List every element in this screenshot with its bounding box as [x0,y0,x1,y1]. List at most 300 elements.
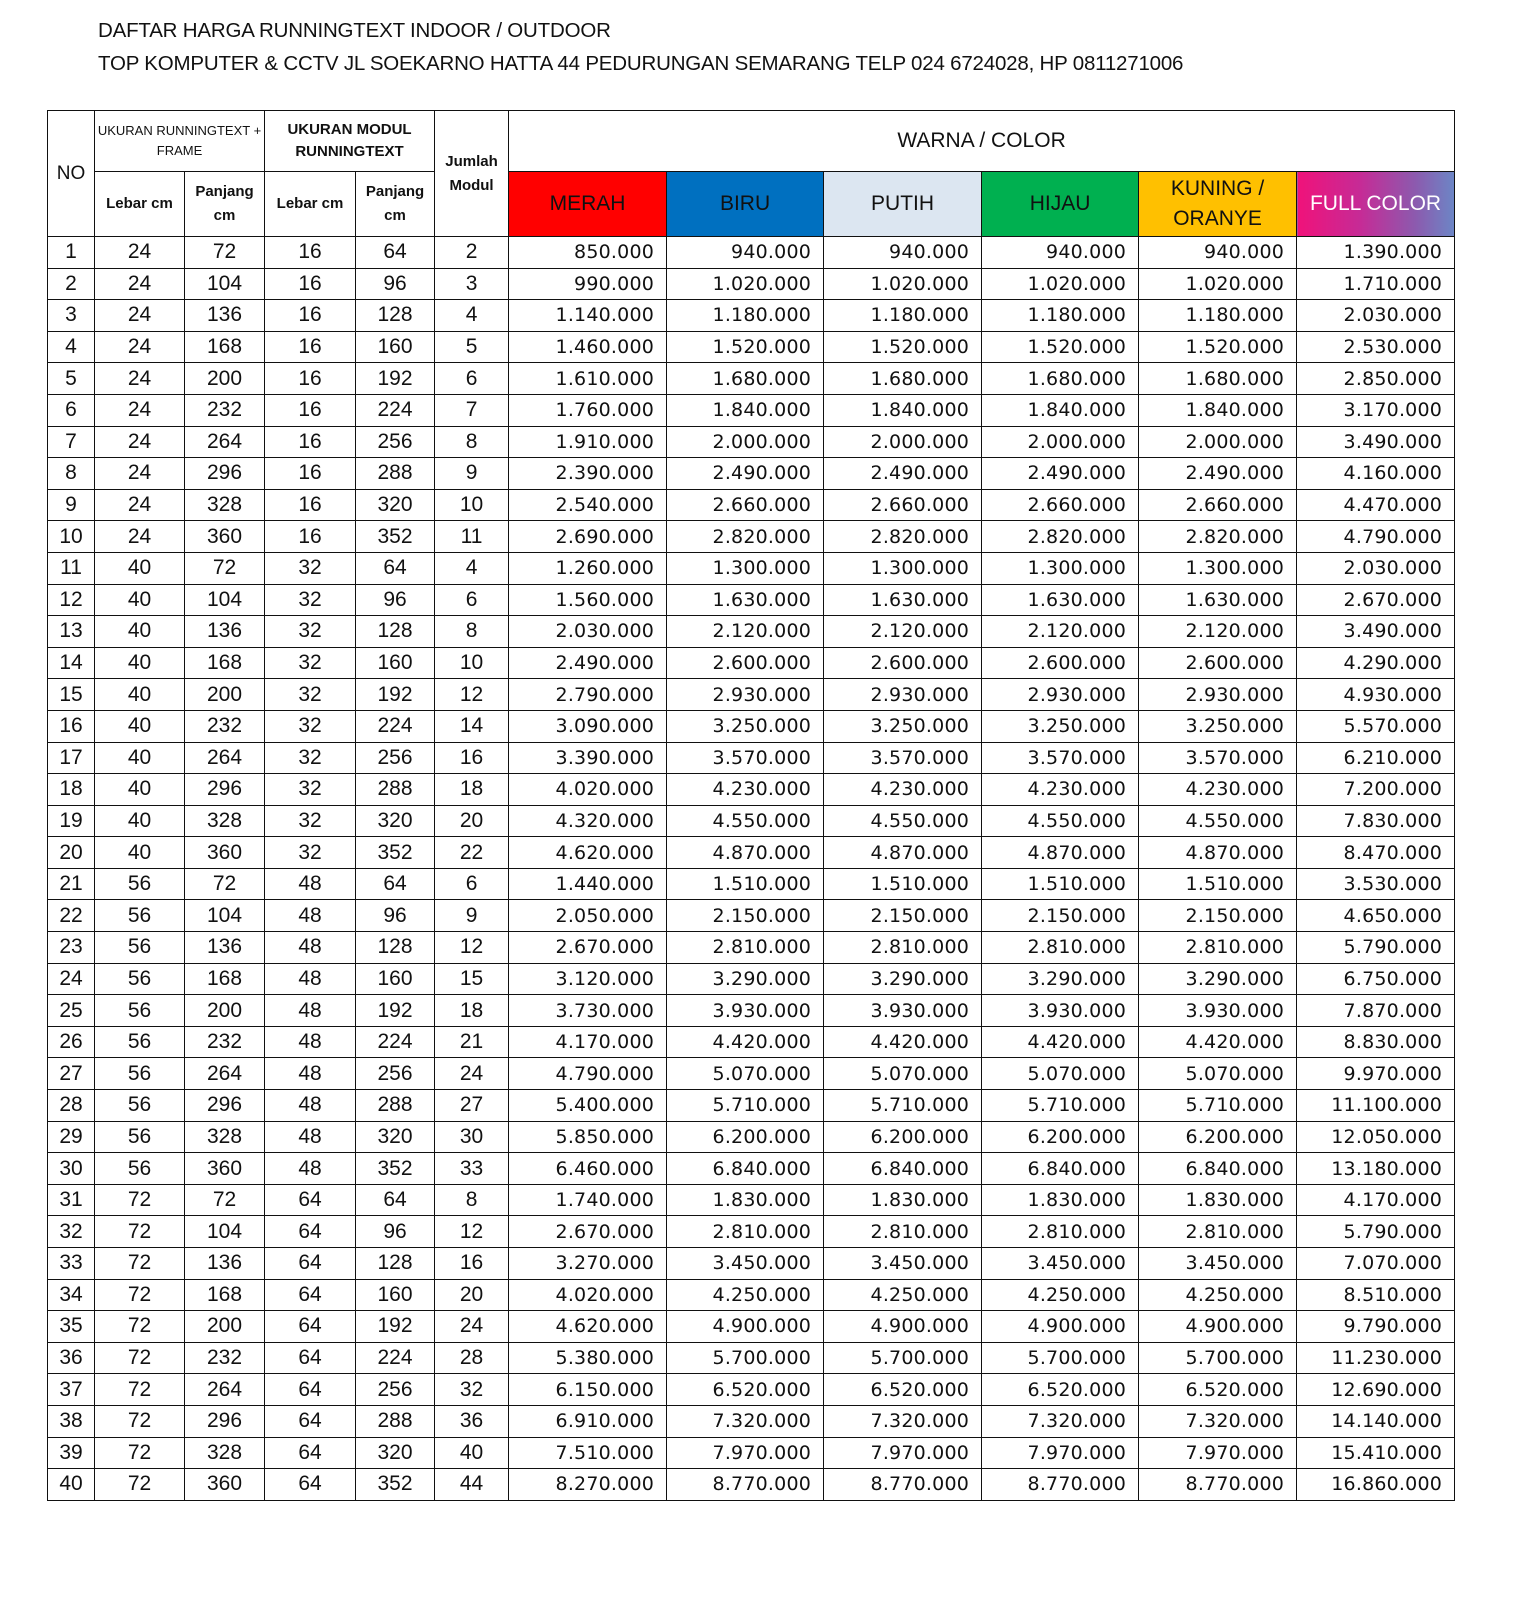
cell-price-full-color: 13.180.000 [1297,1153,1455,1185]
cell-frame-lebar: 40 [95,805,185,837]
cell-modul-panjang: 160 [356,963,435,995]
cell-price-merah: 1.610.000 [509,363,667,395]
header-color-biru: BIRU [667,172,824,237]
cell-price-full-color: 1.710.000 [1297,268,1455,300]
cell-frame-panjang: 136 [185,300,265,332]
cell-frame-lebar: 56 [95,1121,185,1153]
cell-price-biru: 1.300.000 [667,552,824,584]
cell-frame-panjang: 200 [185,1311,265,1343]
cell-no: 15 [48,679,95,711]
cell-price-merah: 3.090.000 [509,710,667,742]
cell-price-putih: 3.930.000 [824,995,982,1027]
table-row [48,742,1455,774]
cell-no: 20 [48,837,95,869]
cell-price-biru: 1.630.000 [667,584,824,616]
cell-frame-panjang: 296 [185,1405,265,1437]
cell-frame-panjang: 104 [185,900,265,932]
cell-price-full-color: 5.790.000 [1297,932,1455,964]
cell-price-full-color: 11.100.000 [1297,1090,1455,1122]
cell-frame-lebar: 56 [95,1153,185,1185]
cell-price-putih: 2.000.000 [824,426,982,458]
cell-frame-panjang: 72 [185,1184,265,1216]
cell-jumlah-modul: 9 [435,458,509,490]
cell-price-biru: 2.600.000 [667,647,824,679]
table-row [48,900,1455,932]
cell-price-full-color: 14.140.000 [1297,1405,1455,1437]
cell-jumlah-modul: 8 [435,616,509,648]
cell-modul-lebar: 48 [265,995,356,1027]
header-no: NO [48,111,95,237]
cell-price-biru: 6.520.000 [667,1374,824,1406]
cell-price-biru: 3.570.000 [667,742,824,774]
header-modul-lebar: Lebar cm [265,172,356,237]
table-row [48,1184,1455,1216]
table-row [48,995,1455,1027]
cell-modul-lebar: 48 [265,1026,356,1058]
table-row [48,1153,1455,1185]
cell-price-biru: 7.970.000 [667,1437,824,1469]
cell-frame-panjang: 264 [185,742,265,774]
cell-price-hijau: 3.250.000 [982,710,1139,742]
cell-price-kuning-oranye: 1.020.000 [1139,268,1297,300]
cell-frame-panjang: 72 [185,237,265,269]
cell-modul-panjang: 224 [356,710,435,742]
cell-price-kuning-oranye: 2.820.000 [1139,521,1297,553]
table-row [48,805,1455,837]
cell-frame-panjang: 168 [185,331,265,363]
cell-frame-panjang: 296 [185,1090,265,1122]
cell-frame-panjang: 104 [185,584,265,616]
cell-modul-panjang: 192 [356,679,435,711]
cell-no: 36 [48,1342,95,1374]
cell-frame-panjang: 264 [185,1374,265,1406]
table-row [48,363,1455,395]
cell-price-hijau: 2.120.000 [982,616,1139,648]
cell-frame-lebar: 40 [95,837,185,869]
cell-price-hijau: 1.300.000 [982,552,1139,584]
cell-price-kuning-oranye: 6.520.000 [1139,1374,1297,1406]
cell-price-biru: 2.490.000 [667,458,824,490]
cell-price-putih: 3.290.000 [824,963,982,995]
table-row [48,331,1455,363]
cell-modul-panjang: 352 [356,1469,435,1501]
cell-frame-lebar: 40 [95,647,185,679]
cell-frame-panjang: 328 [185,1121,265,1153]
cell-price-full-color: 8.510.000 [1297,1279,1455,1311]
cell-price-hijau: 1.520.000 [982,331,1139,363]
cell-frame-panjang: 136 [185,616,265,648]
header-frame-lebar: Lebar cm [95,172,185,237]
cell-price-merah: 4.620.000 [509,837,667,869]
cell-price-full-color: 4.470.000 [1297,489,1455,521]
cell-price-kuning-oranye: 2.810.000 [1139,1216,1297,1248]
cell-no: 13 [48,616,95,648]
cell-price-putih: 4.420.000 [824,1026,982,1058]
cell-price-full-color: 6.750.000 [1297,963,1455,995]
cell-price-full-color: 6.210.000 [1297,742,1455,774]
cell-jumlah-modul: 12 [435,1216,509,1248]
cell-price-biru: 5.710.000 [667,1090,824,1122]
cell-modul-lebar: 32 [265,679,356,711]
header-color-merah: MERAH [509,172,667,237]
cell-modul-lebar: 64 [265,1216,356,1248]
cell-modul-panjang: 352 [356,837,435,869]
cell-price-kuning-oranye: 940.000 [1139,237,1297,269]
cell-price-biru: 2.000.000 [667,426,824,458]
cell-modul-panjang: 64 [356,1184,435,1216]
cell-price-putih: 1.510.000 [824,868,982,900]
cell-no: 23 [48,932,95,964]
cell-price-hijau: 1.180.000 [982,300,1139,332]
cell-price-biru: 2.810.000 [667,932,824,964]
cell-price-putih: 2.660.000 [824,489,982,521]
cell-price-kuning-oranye: 5.070.000 [1139,1058,1297,1090]
header-modul-size: UKURAN MODUL RUNNINGTEXT [265,111,435,172]
cell-jumlah-modul: 7 [435,394,509,426]
cell-price-full-color: 4.290.000 [1297,647,1455,679]
cell-no: 31 [48,1184,95,1216]
cell-no: 12 [48,584,95,616]
cell-frame-panjang: 104 [185,1216,265,1248]
cell-price-putih: 2.820.000 [824,521,982,553]
cell-price-full-color: 12.690.000 [1297,1374,1455,1406]
cell-jumlah-modul: 30 [435,1121,509,1153]
cell-price-merah: 2.050.000 [509,900,667,932]
cell-modul-panjang: 96 [356,1216,435,1248]
cell-no: 10 [48,521,95,553]
cell-price-kuning-oranye: 2.660.000 [1139,489,1297,521]
cell-modul-lebar: 64 [265,1342,356,1374]
cell-modul-lebar: 16 [265,394,356,426]
cell-no: 26 [48,1026,95,1058]
cell-frame-panjang: 360 [185,1469,265,1501]
cell-frame-panjang: 264 [185,426,265,458]
cell-price-hijau: 2.600.000 [982,647,1139,679]
cell-price-kuning-oranye: 3.250.000 [1139,710,1297,742]
cell-jumlah-modul: 11 [435,521,509,553]
cell-modul-lebar: 48 [265,1121,356,1153]
cell-modul-panjang: 320 [356,1121,435,1153]
cell-price-hijau: 1.510.000 [982,868,1139,900]
cell-frame-panjang: 168 [185,963,265,995]
cell-no: 39 [48,1437,95,1469]
table-row [48,1311,1455,1343]
cell-price-full-color: 3.530.000 [1297,868,1455,900]
header-jumlah-modul: Jumlah Modul [435,111,509,237]
cell-modul-panjang: 224 [356,394,435,426]
cell-price-putih: 4.900.000 [824,1311,982,1343]
cell-frame-lebar: 24 [95,237,185,269]
cell-frame-lebar: 24 [95,426,185,458]
cell-frame-panjang: 360 [185,521,265,553]
cell-frame-lebar: 56 [95,900,185,932]
cell-frame-lebar: 56 [95,868,185,900]
cell-price-kuning-oranye: 7.320.000 [1139,1405,1297,1437]
table-row [48,1342,1455,1374]
cell-price-kuning-oranye: 2.930.000 [1139,679,1297,711]
cell-frame-panjang: 328 [185,805,265,837]
cell-price-merah: 7.510.000 [509,1437,667,1469]
cell-modul-lebar: 16 [265,458,356,490]
header-color-hijau: HIJAU [982,172,1139,237]
cell-modul-panjang: 64 [356,237,435,269]
cell-price-hijau: 940.000 [982,237,1139,269]
cell-jumlah-modul: 8 [435,1184,509,1216]
cell-jumlah-modul: 4 [435,300,509,332]
cell-price-putih: 1.300.000 [824,552,982,584]
cell-price-biru: 1.830.000 [667,1184,824,1216]
cell-modul-panjang: 224 [356,1342,435,1374]
cell-price-merah: 2.670.000 [509,932,667,964]
cell-price-biru: 2.150.000 [667,900,824,932]
cell-modul-panjang: 256 [356,426,435,458]
cell-frame-panjang: 200 [185,363,265,395]
cell-jumlah-modul: 40 [435,1437,509,1469]
cell-jumlah-modul: 32 [435,1374,509,1406]
cell-price-kuning-oranye: 3.570.000 [1139,742,1297,774]
cell-price-merah: 5.400.000 [509,1090,667,1122]
cell-price-kuning-oranye: 5.710.000 [1139,1090,1297,1122]
cell-price-kuning-oranye: 4.250.000 [1139,1279,1297,1311]
cell-modul-lebar: 64 [265,1437,356,1469]
cell-price-kuning-oranye: 4.870.000 [1139,837,1297,869]
cell-price-kuning-oranye: 4.900.000 [1139,1311,1297,1343]
cell-price-putih: 6.840.000 [824,1153,982,1185]
cell-no: 9 [48,489,95,521]
cell-modul-panjang: 224 [356,1026,435,1058]
cell-price-merah: 850.000 [509,237,667,269]
cell-price-hijau: 5.070.000 [982,1058,1139,1090]
cell-jumlah-modul: 20 [435,805,509,837]
cell-price-full-color: 8.830.000 [1297,1026,1455,1058]
cell-jumlah-modul: 6 [435,363,509,395]
header-color-putih: PUTIH [824,172,982,237]
cell-jumlah-modul: 44 [435,1469,509,1501]
cell-price-hijau: 2.810.000 [982,1216,1139,1248]
cell-modul-panjang: 352 [356,1153,435,1185]
cell-price-biru: 2.810.000 [667,1216,824,1248]
cell-price-putih: 3.570.000 [824,742,982,774]
cell-price-hijau: 2.930.000 [982,679,1139,711]
cell-price-biru: 4.550.000 [667,805,824,837]
cell-modul-lebar: 32 [265,552,356,584]
cell-price-full-color: 4.650.000 [1297,900,1455,932]
cell-modul-panjang: 320 [356,1437,435,1469]
cell-price-putih: 1.520.000 [824,331,982,363]
cell-jumlah-modul: 16 [435,742,509,774]
cell-price-merah: 1.910.000 [509,426,667,458]
cell-modul-lebar: 48 [265,900,356,932]
cell-price-biru: 1.180.000 [667,300,824,332]
cell-price-kuning-oranye: 4.420.000 [1139,1026,1297,1058]
header-color-kuning-oranye: KUNING / ORANYE [1139,172,1297,237]
cell-no: 19 [48,805,95,837]
cell-modul-panjang: 256 [356,1058,435,1090]
cell-price-biru: 1.510.000 [667,868,824,900]
cell-frame-lebar: 40 [95,616,185,648]
cell-price-biru: 4.900.000 [667,1311,824,1343]
cell-price-hijau: 2.660.000 [982,489,1139,521]
table-row [48,1090,1455,1122]
cell-no: 8 [48,458,95,490]
cell-price-full-color: 7.870.000 [1297,995,1455,1027]
cell-modul-panjang: 160 [356,331,435,363]
cell-price-putih: 940.000 [824,237,982,269]
cell-frame-panjang: 360 [185,1153,265,1185]
cell-frame-lebar: 24 [95,521,185,553]
cell-price-merah: 1.140.000 [509,300,667,332]
table-row [48,647,1455,679]
table-row [48,268,1455,300]
cell-modul-lebar: 64 [265,1248,356,1280]
cell-no: 40 [48,1469,95,1501]
cell-modul-panjang: 192 [356,1311,435,1343]
cell-price-merah: 6.910.000 [509,1405,667,1437]
cell-price-kuning-oranye: 2.810.000 [1139,932,1297,964]
cell-price-merah: 1.260.000 [509,552,667,584]
cell-frame-lebar: 40 [95,774,185,806]
cell-price-hijau: 7.970.000 [982,1437,1139,1469]
cell-price-hijau: 3.450.000 [982,1248,1139,1280]
table-row [48,837,1455,869]
cell-frame-lebar: 72 [95,1437,185,1469]
cell-price-full-color: 3.490.000 [1297,616,1455,648]
store-contact-line: TOP KOMPUTER & CCTV JL SOEKARNO HATTA 44 PEDURUNGAN SEMARANG TELP 024 6724028, HP 0811271006 [98,52,1184,75]
cell-frame-panjang: 200 [185,995,265,1027]
table-row [48,1026,1455,1058]
table-row [48,300,1455,332]
cell-price-hijau: 4.870.000 [982,837,1139,869]
cell-price-biru: 6.200.000 [667,1121,824,1153]
cell-jumlah-modul: 33 [435,1153,509,1185]
cell-jumlah-modul: 3 [435,268,509,300]
cell-price-putih: 2.930.000 [824,679,982,711]
cell-jumlah-modul: 4 [435,552,509,584]
cell-frame-lebar: 72 [95,1374,185,1406]
cell-price-biru: 940.000 [667,237,824,269]
cell-frame-panjang: 168 [185,1279,265,1311]
cell-price-full-color: 4.160.000 [1297,458,1455,490]
cell-frame-panjang: 296 [185,458,265,490]
cell-frame-panjang: 232 [185,1342,265,1374]
cell-price-hijau: 1.680.000 [982,363,1139,395]
cell-frame-panjang: 136 [185,932,265,964]
cell-price-merah: 3.120.000 [509,963,667,995]
table-row [48,489,1455,521]
cell-price-putih: 1.830.000 [824,1184,982,1216]
cell-price-hijau: 3.290.000 [982,963,1139,995]
cell-price-hijau: 6.840.000 [982,1153,1139,1185]
cell-jumlah-modul: 10 [435,647,509,679]
cell-price-putih: 6.200.000 [824,1121,982,1153]
cell-price-merah: 6.460.000 [509,1153,667,1185]
document-title: DAFTAR HARGA RUNNINGTEXT INDOOR / OUTDOOR [98,19,611,42]
cell-modul-panjang: 288 [356,1405,435,1437]
table-row [48,458,1455,490]
cell-price-biru: 1.520.000 [667,331,824,363]
cell-modul-lebar: 16 [265,237,356,269]
cell-jumlah-modul: 2 [435,237,509,269]
cell-frame-lebar: 72 [95,1311,185,1343]
cell-price-putih: 5.700.000 [824,1342,982,1374]
cell-price-putih: 2.810.000 [824,932,982,964]
cell-modul-panjang: 288 [356,458,435,490]
table-row [48,868,1455,900]
header-color-full-color: FULL COLOR [1297,172,1455,237]
cell-no: 28 [48,1090,95,1122]
cell-price-kuning-oranye: 6.200.000 [1139,1121,1297,1153]
cell-modul-panjang: 256 [356,1374,435,1406]
cell-price-full-color: 12.050.000 [1297,1121,1455,1153]
cell-modul-lebar: 32 [265,774,356,806]
cell-no: 14 [48,647,95,679]
cell-no: 11 [48,552,95,584]
cell-price-putih: 5.070.000 [824,1058,982,1090]
cell-price-merah: 4.320.000 [509,805,667,837]
cell-price-full-color: 7.830.000 [1297,805,1455,837]
cell-no: 7 [48,426,95,458]
cell-modul-panjang: 192 [356,995,435,1027]
cell-price-full-color: 16.860.000 [1297,1469,1455,1501]
cell-price-kuning-oranye: 3.450.000 [1139,1248,1297,1280]
cell-price-putih: 7.970.000 [824,1437,982,1469]
cell-frame-panjang: 200 [185,679,265,711]
cell-frame-lebar: 40 [95,552,185,584]
cell-frame-lebar: 56 [95,1058,185,1090]
cell-price-hijau: 8.770.000 [982,1469,1139,1501]
cell-price-merah: 2.540.000 [509,489,667,521]
cell-jumlah-modul: 18 [435,995,509,1027]
cell-frame-panjang: 328 [185,489,265,521]
cell-modul-panjang: 288 [356,774,435,806]
cell-price-hijau: 3.930.000 [982,995,1139,1027]
cell-frame-lebar: 72 [95,1469,185,1501]
table-row [48,710,1455,742]
cell-price-full-color: 4.790.000 [1297,521,1455,553]
cell-price-hijau: 4.900.000 [982,1311,1139,1343]
table-row [48,1405,1455,1437]
cell-price-hijau: 6.200.000 [982,1121,1139,1153]
cell-price-full-color: 4.170.000 [1297,1184,1455,1216]
cell-price-merah: 1.440.000 [509,868,667,900]
cell-jumlah-modul: 10 [435,489,509,521]
cell-price-merah: 990.000 [509,268,667,300]
cell-frame-panjang: 328 [185,1437,265,1469]
cell-price-putih: 4.250.000 [824,1279,982,1311]
cell-price-putih: 3.250.000 [824,710,982,742]
cell-price-merah: 4.020.000 [509,1279,667,1311]
cell-price-putih: 7.320.000 [824,1405,982,1437]
cell-price-kuning-oranye: 3.930.000 [1139,995,1297,1027]
cell-price-putih: 3.450.000 [824,1248,982,1280]
cell-frame-lebar: 72 [95,1248,185,1280]
cell-price-putih: 2.120.000 [824,616,982,648]
cell-modul-lebar: 64 [265,1184,356,1216]
cell-price-hijau: 1.840.000 [982,394,1139,426]
cell-price-putih: 8.770.000 [824,1469,982,1501]
cell-price-kuning-oranye: 1.300.000 [1139,552,1297,584]
cell-price-kuning-oranye: 1.830.000 [1139,1184,1297,1216]
cell-price-biru: 2.660.000 [667,489,824,521]
cell-price-hijau: 4.250.000 [982,1279,1139,1311]
cell-modul-panjang: 128 [356,932,435,964]
cell-modul-panjang: 96 [356,268,435,300]
cell-price-putih: 2.150.000 [824,900,982,932]
cell-jumlah-modul: 12 [435,932,509,964]
cell-price-hijau: 3.570.000 [982,742,1139,774]
cell-frame-lebar: 24 [95,363,185,395]
cell-modul-lebar: 16 [265,331,356,363]
